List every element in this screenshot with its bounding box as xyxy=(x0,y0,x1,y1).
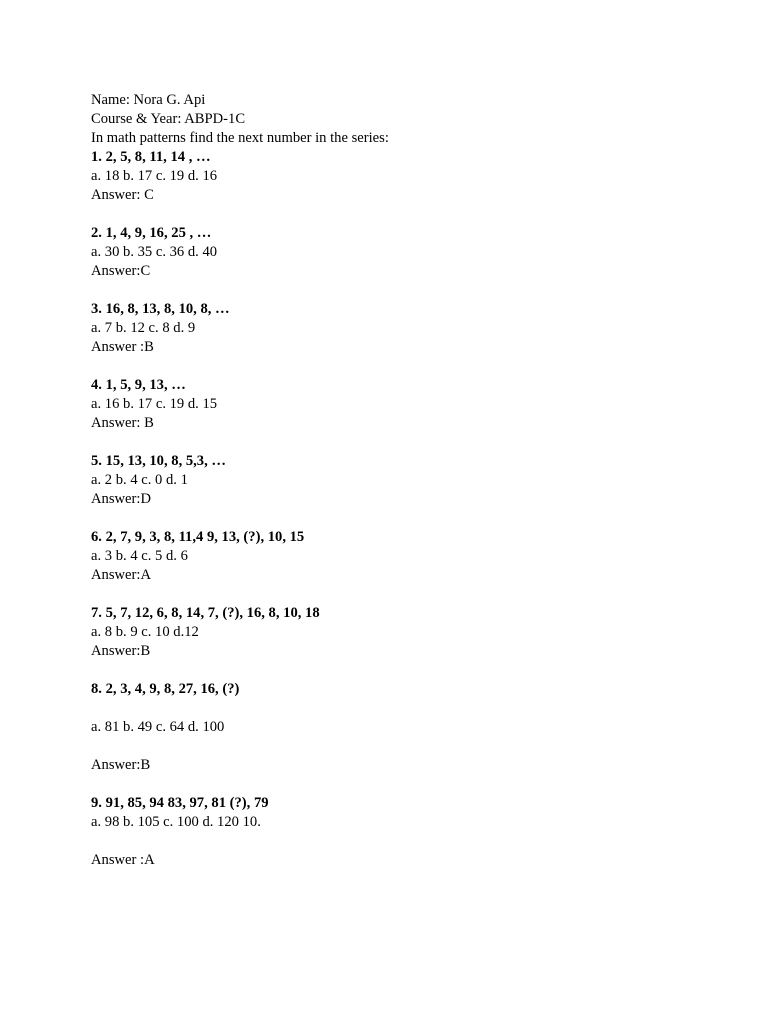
choices-5: a. 2 b. 4 c. 0 d. 1 xyxy=(91,472,188,488)
spacer xyxy=(91,661,711,680)
instructions: In math patterns find the next number in the series: xyxy=(91,130,389,146)
question-5: 5. 15, 13, 10, 8, 5,3, … xyxy=(91,453,226,469)
question-2: 2. 1, 4, 9, 16, 25 , … xyxy=(91,225,212,241)
choices-6: a. 3 b. 4 c. 5 d. 6 xyxy=(91,548,188,564)
answer-2: Answer:C xyxy=(91,263,151,279)
question-8: 8. 2, 3, 4, 9, 8, 27, 16, (?) xyxy=(91,681,240,697)
answer-6: Answer:A xyxy=(91,567,151,583)
spacer xyxy=(91,585,711,604)
answer-3: Answer :B xyxy=(91,339,154,355)
spacer xyxy=(91,699,711,718)
document-body xyxy=(91,91,711,870)
choices-8: a. 81 b. 49 c. 64 d. 100 xyxy=(91,719,225,735)
spacer xyxy=(91,433,711,452)
spacer xyxy=(91,509,711,528)
choices-4: a. 16 b. 17 c. 19 d. 15 xyxy=(91,396,218,412)
question-3: 3. 16, 8, 13, 8, 10, 8, … xyxy=(91,301,230,317)
question-7: 7. 5, 7, 12, 6, 8, 14, 7, (?), 16, 8, 10, 18 xyxy=(91,605,320,621)
question-4: 4. 1, 5, 9, 13, … xyxy=(91,377,186,393)
answer-4: Answer: B xyxy=(91,415,154,431)
spacer xyxy=(91,357,711,376)
question-1: 1. 2, 5, 8, 11, 14 , … xyxy=(91,149,211,165)
course-year: Course & Year: ABPD-1C xyxy=(91,111,246,127)
answer-7: Answer:B xyxy=(91,643,151,659)
spacer xyxy=(91,205,711,224)
choices-3: a. 7 b. 12 c. 8 d. 9 xyxy=(91,320,196,336)
choices-9: a. 98 b. 105 c. 100 d. 120 10. xyxy=(91,814,261,830)
question-9: 9. 91, 85, 94 83, 97, 81 (?), 79 xyxy=(91,795,269,811)
choices-1: a. 18 b. 17 c. 19 d. 16 xyxy=(91,168,218,184)
choices-7: a. 8 b. 9 c. 10 d.12 xyxy=(91,624,199,640)
question-6: 6. 2, 7, 9, 3, 8, 11,4 9, 13, (?), 10, 15 xyxy=(91,529,305,545)
spacer xyxy=(91,281,711,300)
answer-8: Answer:B xyxy=(91,757,151,773)
spacer xyxy=(91,832,711,851)
choices-2: a. 30 b. 35 c. 36 d. 40 xyxy=(91,244,218,260)
spacer xyxy=(91,737,711,756)
answer-5: Answer:D xyxy=(91,491,151,507)
answer-9: Answer :A xyxy=(91,852,155,868)
answer-1: Answer: C xyxy=(91,187,154,203)
student-name: Name: Nora G. Api xyxy=(91,92,206,108)
spacer xyxy=(91,775,711,794)
